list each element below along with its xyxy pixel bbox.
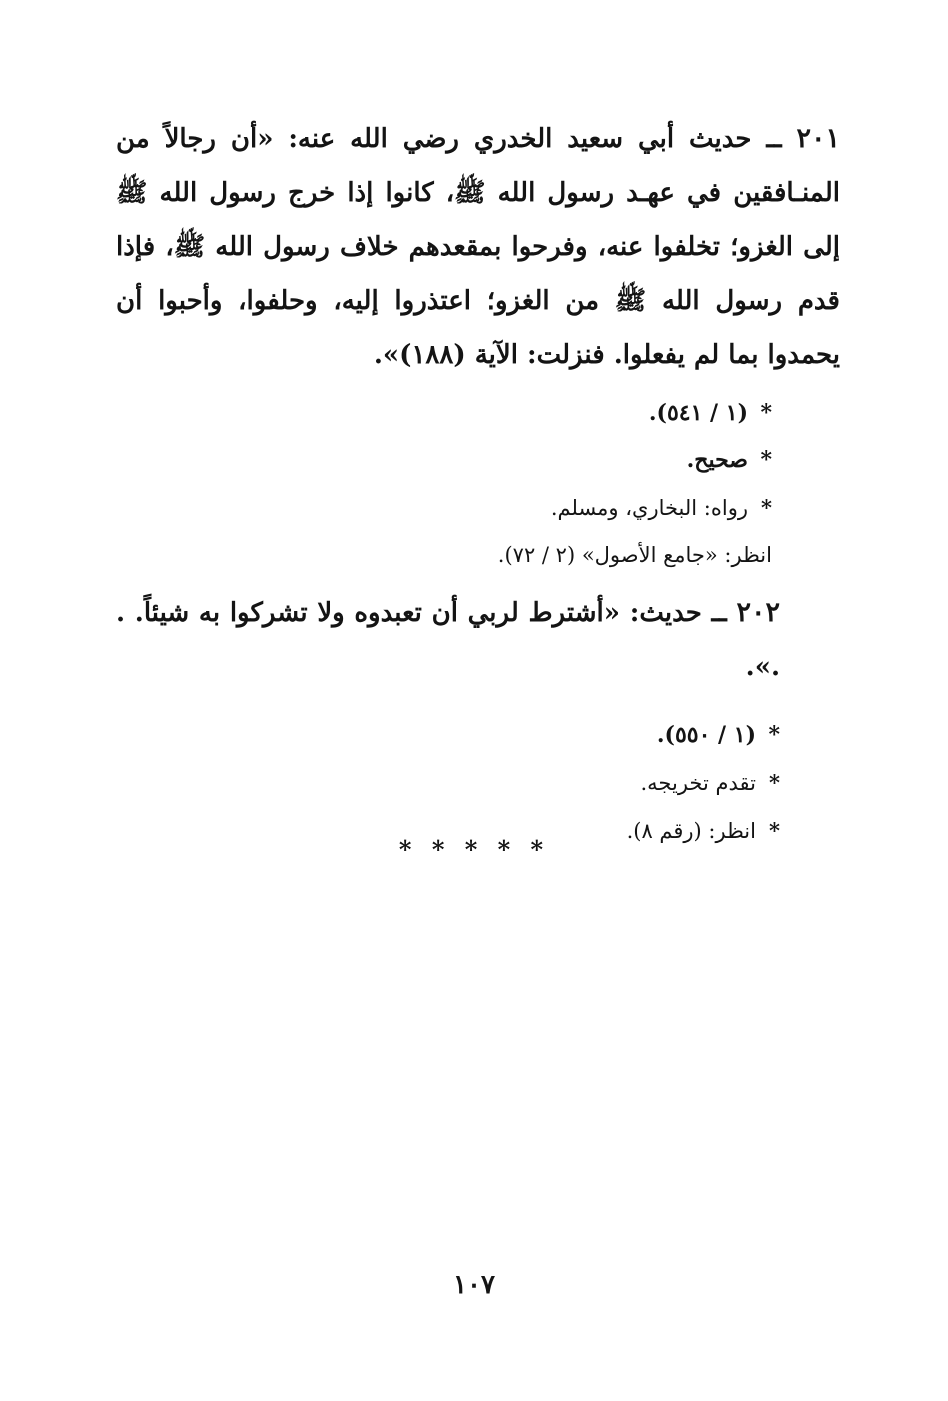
asterisk-bullet-icon: * bbox=[769, 818, 780, 843]
hadith-text: ــ حديث أبي سعيد الخدري رضي الله عنه: «أن رجالاً من المنـافقين في عهـد رسول الله ﷺ، كانوا إذا خرج رسول الله ﷺ إلى الغزو؛ تخلفوا عنه، وفرحوا بمقعدهم خلاف رسول الله ﷺ، فإذا قدم رسول الله ﷺ من الغزو؛ اعتذروا إليه، وحلفوا، وأحبوا أن يحمدوا بما لم يفعلوا. فنزلت: الآية (١٨٨)». bbox=[116, 124, 840, 370]
page-number: ١٠٧ bbox=[453, 1270, 495, 1300]
note-text: انظر: (رقم ٨). bbox=[626, 819, 756, 843]
takhrij-notes bbox=[116, 390, 840, 579]
note-narrators bbox=[116, 484, 840, 532]
hadith-number: ٢٠٢ bbox=[736, 597, 780, 628]
note-reference bbox=[116, 712, 780, 759]
asterisk-bullet-icon: * bbox=[760, 400, 772, 426]
asterisk-bullet-icon: * bbox=[769, 770, 780, 795]
note-text: صحيح. bbox=[686, 447, 748, 473]
takhrij-notes bbox=[116, 712, 780, 855]
note-grading bbox=[116, 437, 840, 484]
hadith-text-paragraph bbox=[116, 586, 780, 694]
section-separator: * * * * * bbox=[398, 835, 550, 864]
asterisk-bullet-icon: * bbox=[768, 722, 780, 748]
note-see-also bbox=[116, 532, 840, 579]
note-text: رواه: البخاري، ومسلم. bbox=[550, 496, 748, 520]
note-text: انظر: «جامع الأصول» (٢ / ٧٢). bbox=[497, 543, 772, 567]
hadith-entry-202 bbox=[116, 586, 780, 855]
note-reference bbox=[116, 390, 840, 437]
note-text: (١ / ٥٤١). bbox=[648, 400, 748, 426]
asterisk-bullet-icon: * bbox=[761, 495, 772, 520]
hadith-text: ــ حديث: «أشترط لربي أن تعبدوه ولا تشركوا به شيئاً. . .». bbox=[116, 598, 780, 682]
asterisk-bullet-icon: * bbox=[760, 447, 772, 473]
hadith-text-paragraph bbox=[116, 112, 840, 382]
note-takhrij bbox=[116, 759, 780, 807]
note-text: (١ / ٥٥٠). bbox=[656, 722, 756, 748]
hadith-number: ٢٠١ bbox=[796, 123, 840, 154]
note-text: تقدم تخريجه. bbox=[640, 771, 756, 795]
hadith-entry-201 bbox=[116, 112, 840, 579]
